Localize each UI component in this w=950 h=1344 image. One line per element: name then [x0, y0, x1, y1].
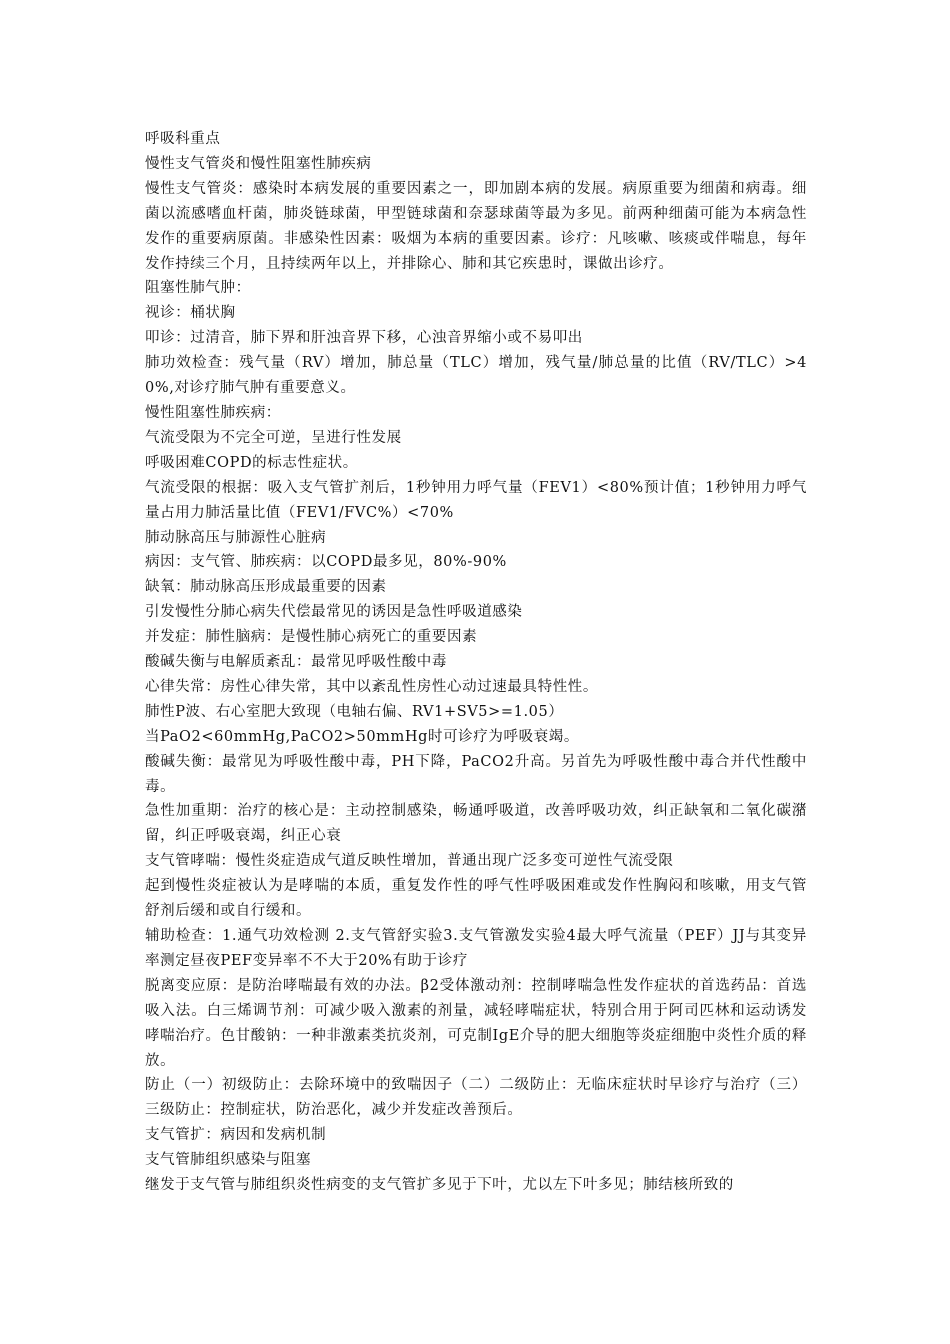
paragraph: 病因：支气管、肺疾病：以COPD最多见，80%-90% [145, 554, 507, 571]
paragraph: 酸碱失衡与电解质紊乱：最常见呼吸性酸中毒 [145, 654, 447, 671]
paragraph: 视诊：桶状胸 [145, 305, 236, 322]
paragraph: 当PaO2<60mmHg,PaCO2>50mmHg时可诊疗为呼吸衰竭。 [145, 728, 579, 745]
paragraph: 叩诊：过清音，肺下界和肝浊音界下移，心浊音界缩小或不易叩出 [145, 330, 583, 347]
section-heading: 慢性阻塞性肺疾病： [145, 404, 281, 421]
paragraph: 肺性P波、右心室肥大致现（电轴右偏、RV1+SV5>=1.05） [145, 703, 564, 720]
paragraph: 慢性支气管炎：感染时本病发展的重要因素之一，即加剧本病的发展。病原重要为细菌和病毒。细菌以流感嗜血杆菌，肺炎链球菌，甲型链球菌和奈瑟球菌等最为多见。前两种细菌可能为本病急性发作的重要病原菌。非感染性因素：吸烟为本病的重要因素。诊疗：凡咳嗽、咳痰或伴喘息，每年发作持续三个月，且持续两年以上，并排除心、肺和其它疾患时，课做出诊疗。 [145, 180, 807, 272]
paragraph: 肺功效检查：残气量（RV）增加，肺总量（TLC）增加，残气量/肺总量的比值（RV/TLC）>40%,对诊疗肺气肿有重要意义。 [145, 355, 807, 397]
paragraph: 引发慢性分肺心病失代偿最常见的诱因是急性呼吸道感染 [145, 604, 523, 621]
section-heading: 支气管扩：病因和发病机制 [145, 1127, 327, 1144]
paragraph: 辅助检查：1.通气功效检测 2.支气管舒实验3.支气管激发实验4最大呼气流量（PEF）JJ与其变异率测定昼夜PEF变异率不不大于20%有助于诊疗 [145, 928, 807, 969]
document-body [145, 127, 807, 1198]
paragraph: 起到慢性炎症被认为是哮喘的本质，重复发作性的呼气性呼吸困难或发作性胸闷和咳嗽，用支气管舒剂后缓和或自行缓和。 [145, 878, 807, 920]
paragraph: 并发症：肺性脑病：是慢性肺心病死亡的重要因素 [145, 629, 478, 646]
section-heading: 阻塞性肺气肿： [145, 280, 251, 297]
paragraph: 脱离变应原：是防治哮喘最有效的办法。β2受体激动剂：控制哮喘急性发作症状的首选药品：首选吸入法。白三烯调节剂：可减少吸入激素的剂量，减轻哮喘症状，特别合用于阿司匹林和运动诱发哮喘治疗。色甘酸钠：一种非激素类抗炎剂，可克制IgE介导的肥大细胞等炎症细胞中炎性介质的释放。 [145, 977, 807, 1069]
section-heading: 肺动脉高压与肺源性心脏病 [145, 529, 327, 546]
doc-title: 呼吸科重点 [145, 131, 221, 147]
paragraph: 酸碱失衡：最常见为呼吸性酸中毒，PH下降，PaCO2升高。另首先为呼吸性酸中毒合并代性酸中毒。 [145, 753, 807, 795]
paragraph: 继发于支气管与肺组织炎性病变的支气管扩多见于下叶，尤以左下叶多见；肺结核所致的 [145, 1177, 734, 1194]
section-heading: 慢性支气管炎和慢性阻塞性肺疾病 [145, 155, 372, 172]
paragraph: 气流受限的根据：吸入支气管扩剂后，1秒钟用力呼气量（FEV1）<80%预计值；1秒钟用力呼气量占用力肺活量比值（FEV1/FVC%）<70% [145, 479, 807, 521]
paragraph: 支气管哮喘：慢性炎症造成气道反映性增加，普通出现广泛多变可逆性气流受限 [145, 853, 674, 870]
paragraph: 支气管肺组织感染与阻塞 [145, 1152, 312, 1169]
paragraph: 急性加重期：治疗的核心是：主动控制感染，畅通呼吸道，改善呼吸功效，纠正缺氧和二氧化碳潴留，纠正呼吸衰竭，纠正心衰 [145, 803, 807, 845]
paragraph: 防止（一）初级防止：去除环境中的致喘因子（二）二级防止：无临床症状时早诊疗与治疗（三）三级防止：控制症状，防治恶化，减少并发症改善预后。 [145, 1077, 807, 1119]
paragraph: 缺氧：肺动脉高压形成最重要的因素 [145, 579, 387, 596]
paragraph: 心律失常：房性心律失常，其中以紊乱性房性心动过速最具特性性。 [145, 678, 598, 695]
paragraph: 呼吸困难COPD的标志性症状。 [145, 454, 358, 471]
paragraph: 气流受限为不完全可逆，呈进行性发展 [145, 429, 402, 446]
